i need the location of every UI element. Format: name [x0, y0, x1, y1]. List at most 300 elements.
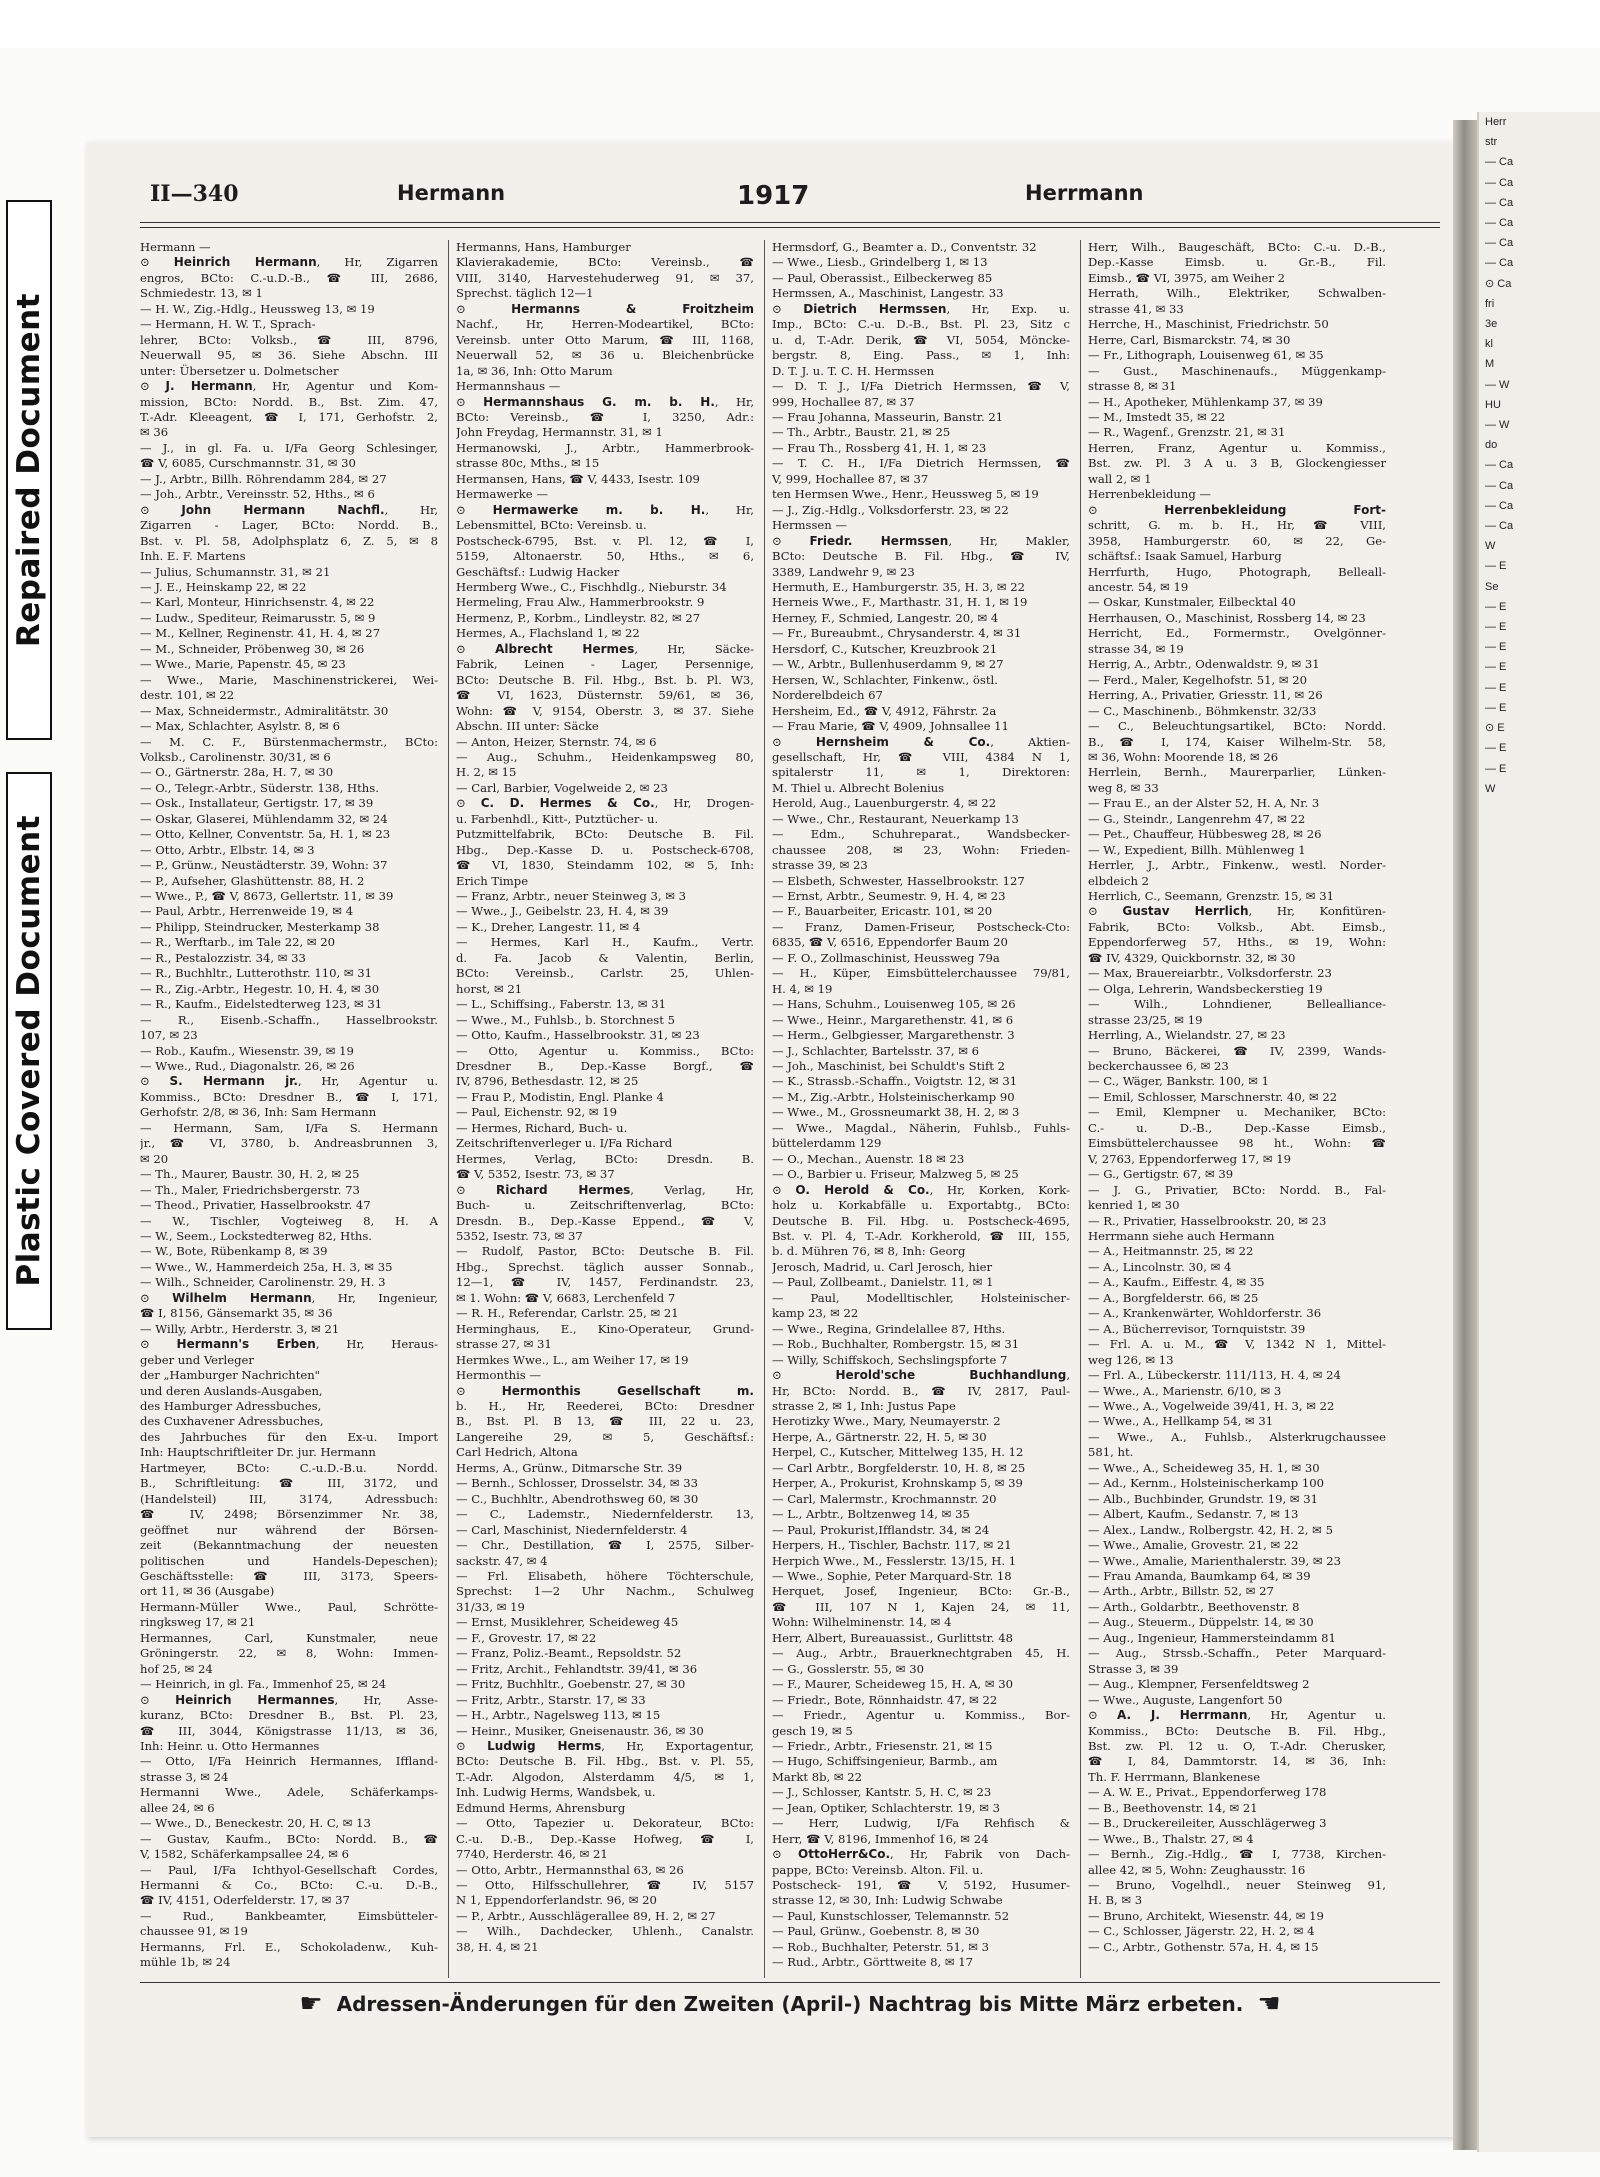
- directory-entry-line: Zeitschriftenverleger u. I/Fa Richard: [456, 1136, 673, 1151]
- directory-entry-line: — Franz, Arbtr., neuer Steinweg 3, ✉ 3: [456, 889, 686, 904]
- directory-entry-line: strasse 12, ✉ 30, Inh: Ludwig Schwabe: [772, 1893, 1003, 1908]
- directory-entry-line: — R. H., Referendar, Carlstr. 25, ✉ 21: [456, 1306, 679, 1321]
- directory-entry-line: — A., Krankenwärter, Wohldorferstr. 36: [1088, 1306, 1322, 1321]
- directory-entry-line: 107, ✉ 23: [140, 1028, 198, 1043]
- directory-entry-line: Hermenz, P., Korbm., Lindleystr. 82, ✉ 27: [456, 610, 701, 625]
- directory-entry-line: V, 999, Hochallee 87, ✉ 37: [772, 471, 929, 486]
- directory-entry-line: — Frl. A., Lübeckerstr. 111/113, H. 4, ✉ 24: [1088, 1368, 1341, 1383]
- directory-entry-line: Eimsb., ☎ VI, 3975, am Weiher 2: [1088, 270, 1285, 285]
- directory-entry-line: b. d. Mühren 76, ✉ 8, Inh: Georg: [772, 1244, 966, 1259]
- directory-entry-line: — Gust., Maschinenaufs., Müggenkamp-: [1088, 363, 1386, 378]
- directory-entry-line: — L., Arbtr., Boltzenweg 14, ✉ 35: [772, 1507, 970, 1522]
- directory-entry-line: Wohn: ☎ V, 9154, Oberstr. 3, ✉ 37. Siehe: [456, 703, 754, 718]
- directory-entry-line: 1a, ✉ 36, Inh: Otto Marum: [456, 363, 613, 378]
- directory-entry-line: — Wwe., Marie, Maschinenstrickerei, Wei-: [140, 672, 438, 687]
- directory-entry-line: Fabrik, BCto: Volksb., Abt. Eimsb.,: [1088, 919, 1386, 934]
- directory-entry-line: — Carl, Malermstr., Krochmannstr. 20: [772, 1491, 997, 1506]
- directory-entry-line: — C., Maschinenb., Böhmkenstr. 32/33: [1088, 703, 1317, 718]
- directory-entry-line: — Max, Schneidermstr., Admiralitätstr. 30: [140, 703, 389, 718]
- directory-entry-line: — Friedr., Bote, Rönnhaidstr. 47, ✉ 22: [772, 1692, 998, 1707]
- directory-entry-line: Abschn. III unter: Säcke: [456, 719, 599, 734]
- directory-entry-line: 31/33, ✉ 19: [456, 1599, 525, 1614]
- directory-entry-line: — Alb., Buchbinder, Grundstr. 19, ✉ 31: [1088, 1491, 1318, 1506]
- directory-entry-line: — C., Arbtr., Gothenstr. 57a, H. 4, ✉ 15: [1088, 1939, 1319, 1954]
- directory-entry-line: Herring, A., Privatier, Griesstr. 11, ✉ 26: [1088, 688, 1323, 703]
- directory-entry-line: — Rob., Buchhalter, Peterstr. 51, ✉ 3: [772, 1939, 990, 1954]
- directory-entry-line: — J., Schlachter, Bartelsstr. 37, ✉ 6: [772, 1043, 980, 1058]
- facing-page-line: — Ca: [1485, 459, 1514, 472]
- directory-entry-line: — R., Buchhltr., Lutterothstr. 110, ✉ 31: [140, 966, 373, 981]
- directory-entry-line: Hermawerke —: [456, 487, 548, 502]
- directory-entry-line: — Wwe., A., Scheideweg 35, H. 1, ✉ 30: [1088, 1460, 1320, 1475]
- facing-page-line: Se: [1485, 580, 1499, 593]
- directory-entry-line: ✉ 1. Wohn: ☎ V, 6683, Lerchenfeld 7: [456, 1290, 676, 1305]
- header-right-keyword: Herrmann: [1025, 181, 1144, 205]
- directory-entry-line: — Chr., Destillation, ☎ I, 2575, Silber-: [456, 1538, 754, 1553]
- directory-entry-line: Hermann —: [140, 240, 211, 254]
- directory-entry-line: — Ferd., Maler, Kegelhofstr. 51, ✉ 20: [1088, 672, 1308, 687]
- directory-entry-line: ancestr. 54, ✉ 19: [1088, 579, 1189, 594]
- directory-entry-line: ⊙ Dietrich Hermssen, Hr, Exp. u.: [772, 301, 1070, 316]
- directory-entry-line: Lebensmittel, BCto: Vereinsb. u.: [456, 518, 647, 533]
- directory-entry-line: — Wwe., Sophie, Peter Marquard-Str. 18: [772, 1568, 1012, 1583]
- directory-entry-line: — Max, Schlachter, Asylstr. 8, ✉ 6: [140, 719, 340, 734]
- directory-entry-line: Buch- u. Zeitschriftenverlag, BCto:: [456, 1198, 754, 1213]
- directory-entry-line: Strasse 3, ✉ 39: [1088, 1661, 1179, 1676]
- pointing-hand-right-icon: ☚: [1257, 1989, 1281, 2019]
- directory-entry-line: — R., Eisenb.-Schaffn., Hasselbrookstr.: [140, 1012, 438, 1027]
- directory-entry-line: ⊙ Heinrich Hermann, Hr, Zigarren: [140, 255, 438, 270]
- pointing-hand-left-icon: ☛: [299, 1989, 323, 2019]
- directory-column-1: [140, 240, 438, 1978]
- directory-entry-line: — D. T. J., I/Fa Dietrich Hermssen, ☎ V,: [772, 379, 1070, 394]
- directory-entry-line: — Ernst, Arbtr., Seumestr. 9, H. 4, ✉ 23: [772, 889, 1006, 904]
- directory-entry-line: — Wwe., M., Grossneumarkt 38, H. 2, ✉ 3: [772, 1105, 1020, 1120]
- directory-entry-line: — A., Bücherrevisor, Tornquiststr. 39: [1088, 1321, 1306, 1336]
- directory-entry-line: Inh: Hauptschriftleiter Dr. jur. Hermann: [140, 1445, 376, 1460]
- directory-entry-line: — M., Zig.-Arbtr., Holsteinischerkamp 90: [772, 1089, 1015, 1104]
- directory-entry-line: — Osk., Installateur, Gertigstr. 17, ✉ 39: [140, 796, 374, 811]
- directory-entry-line: Neuerwall 95, ✉ 36. Siehe Abschn. III: [140, 348, 438, 363]
- directory-entry-line: ⊙ Albrecht Hermes, Hr, Säcke-: [456, 641, 754, 656]
- directory-entry-line: — Rob., Buchhalter, Rombergstr. 15, ✉ 31: [772, 1337, 1020, 1352]
- directory-entry-line: Hermonthis —: [456, 1368, 542, 1383]
- directory-entry-line: 5159, Altonaerstr. 50, Hths., ✉ 6,: [456, 549, 754, 564]
- directory-entry-line: Inh. Ludwig Herms, Wandsbek, u.: [456, 1785, 656, 1800]
- directory-entry-line: gesellschaft, Hr, ☎ VIII, 4384 N 1,: [772, 749, 1070, 764]
- directory-entry-line: Postscheck-6795, Bst. v. Pl. 12, ☎ I,: [456, 533, 754, 548]
- directory-entry-line: weg 126, ✉ 13: [1088, 1352, 1174, 1367]
- page-number: II—340: [150, 181, 239, 207]
- directory-entry-line: lehrer, BCto: Volksb., ☎ III, 8796,: [140, 332, 438, 347]
- directory-entry-line: — P., Grünw., Neustädterstr. 39, Wohn: 37: [140, 858, 388, 873]
- directory-entry-line: — Th., Maurer, Baustr. 30, H. 2, ✉ 25: [140, 1167, 360, 1182]
- directory-entry-line: 6835, ☎ V, 6516, Eppendorfer Baum 20: [772, 935, 1008, 950]
- directory-entry-line: Herpich Wwe., M., Fesslerstr. 13/15, H. 1: [772, 1553, 1017, 1568]
- directory-entry-line: Hr, BCto: Nordd. B., ☎ IV, 2817, Paul-: [772, 1383, 1070, 1398]
- directory-entry-line: Dresdner B., Dep.-Kasse Borgf., ☎: [456, 1059, 754, 1074]
- directory-entry-line: horst, ✉ 21: [456, 981, 523, 996]
- directory-entry-line: ☎ III, 107 N 1, Kajen 24, ✉ 11,: [772, 1599, 1070, 1614]
- directory-entry-line: Gerhofstr. 2/8, ✉ 36, Inh: Sam Hermann: [140, 1105, 377, 1120]
- directory-entry-line: — Hermann, Sam, I/Fa S. Hermann: [140, 1120, 438, 1135]
- directory-entry-line: — Paul, Prokurist,Ifflandstr. 34, ✉ 24: [772, 1522, 990, 1537]
- facing-page-line: HU: [1485, 398, 1501, 411]
- directory-column-2: [456, 240, 754, 1978]
- directory-entry-line: — Friedr., Arbtr., Friesenstr. 21, ✉ 15: [772, 1738, 993, 1753]
- directory-entry-line: — Rud., Arbtr., Görttweite 8, ✉ 17: [772, 1955, 973, 1970]
- directory-entry-line: — Frl. Elisabeth, höhere Töchterschule,: [456, 1568, 754, 1583]
- directory-entry-line: Herr, Albert, Bureauassist., Gurlittstr. 48: [772, 1630, 1014, 1645]
- directory-entry-line: — Paul, Eichenstr. 92, ✉ 19: [456, 1105, 617, 1120]
- directory-entry-line: — Bruno, Bäckerei, ☎ IV, 2399, Wands-: [1088, 1043, 1386, 1058]
- directory-entry-line: strasse 2, ✉ 1, Inh: Justus Pape: [772, 1398, 956, 1413]
- directory-entry-line: Hermsdorf, G., Beamter a. D., Conventstr. 32: [772, 240, 1037, 254]
- directory-entry-line: — Wwe., B., Thalstr. 27, ✉ 4: [1088, 1831, 1254, 1846]
- directory-entry-line: chaussee 91, ✉ 19: [140, 1924, 248, 1939]
- directory-entry-line: des Jahrbuches für den Ex-u. Import: [140, 1429, 438, 1444]
- facing-page-line: str: [1485, 136, 1498, 149]
- facing-page-line: — E: [1485, 641, 1507, 654]
- directory-entry-line: Hersheim, Ed., ☎ V, 4912, Fährstr. 2a: [772, 703, 997, 718]
- directory-entry-line: T.-Adr. Algodon, Alsterdamm 4/5, ✉ 1,: [456, 1769, 754, 1784]
- directory-entry-line: ⊙ Hermanns & Froitzheim: [456, 301, 754, 316]
- directory-entry-line: — M., Kellner, Reginenstr. 41, H. 4, ✉ 27: [140, 626, 381, 641]
- directory-entry-line: allee 24, ✉ 6: [140, 1800, 215, 1815]
- directory-entry-line: — Olga, Lehrerin, Wandsbeckerstieg 19: [1088, 981, 1323, 996]
- directory-entry-line: ⊙ Hermonthis Gesellschaft m.: [456, 1383, 754, 1398]
- footer-rule: [140, 1982, 1440, 1983]
- directory-entry-line: — Hermes, Karl H., Kaufm., Vertr.: [456, 935, 754, 950]
- directory-entry-line: — Aug., Schuhm., Heidenkampsweg 80,: [456, 749, 754, 764]
- facing-page-line: — Ca: [1485, 520, 1514, 533]
- directory-entry-line: ten Hermsen Wwe., Henr., Heussweg 5, ✉ 19: [772, 487, 1039, 502]
- directory-entry-line: — B., Druckereileiter, Ausschlägerweg 3: [1088, 1816, 1327, 1831]
- directory-entry-line: Herneis Wwe., F., Marthastr. 31, H. 1, ✉ 19: [772, 595, 1028, 610]
- directory-entry-line: Hermansen, Hans, ☎ V, 4433, Isestr. 109: [456, 471, 700, 486]
- directory-entry-line: ⊙ Richard Hermes, Verlag, Hr,: [456, 1182, 754, 1197]
- directory-entry-line: IV, 8796, Bethesdastr. 12, ✉ 25: [456, 1074, 639, 1089]
- directory-entry-line: — Elsbeth, Schwester, Hasselbrookstr. 127: [772, 873, 1025, 888]
- directory-entry-line: ☎ VI, 1830, Steindamm 102, ✉ 5, Inh:: [456, 858, 754, 873]
- directory-entry-line: — Hans, Schuhm., Louisenweg 105, ✉ 26: [772, 997, 1016, 1012]
- directory-entry-line: — Wwe., Amalie, Marienthalerstr. 39, ✉ 23: [1088, 1553, 1341, 1568]
- directory-entry-line: — Wwe., D., Beneckestr. 20, H. C, ✉ 13: [140, 1816, 371, 1831]
- directory-entry-line: strasse 27, ✉ 31: [456, 1337, 552, 1352]
- directory-entry-line: BCto: Vereinsb., ☎ I, 3250, Adr.:: [456, 409, 754, 424]
- directory-entry-line: ☎ I, 84, Dammtorstr. 14, ✉ 36, Inh:: [1088, 1754, 1386, 1769]
- directory-entry-line: — R., Pestalozzistr. 34, ✉ 33: [140, 950, 306, 965]
- directory-entry-line: B., Bst. Pl. B 13, ☎ III, 22 u. 23,: [456, 1414, 754, 1429]
- directory-entry-line: — Frau Amanda, Baumkamp 64, ✉ 39: [1088, 1568, 1311, 1583]
- facing-page-fragment: [1477, 112, 1600, 2152]
- directory-entry-line: 3958, Hamburgerstr. 60, ✉ 22, Ge-: [1088, 533, 1386, 548]
- directory-entry-line: Jerosch, Madrid, u. Carl Jerosch, hier: [772, 1259, 993, 1274]
- directory-entry-line: — Otto, I/Fa Heinrich Hermannes, Iffland-: [140, 1754, 438, 1769]
- directory-entry-line: Hermes, A., Flachsland 1, ✉ 22: [456, 626, 640, 641]
- directory-entry-line: mühle 1b, ✉ 24: [140, 1955, 231, 1970]
- directory-entry-line: — Wwe., Regina, Grindelallee 87, Hths.: [772, 1321, 1006, 1336]
- directory-entry-line: T.-Adr. Kleeagent, ☎ I, 171, Gerhofstr. 2,: [140, 409, 438, 424]
- repaired-document-label: [6, 200, 52, 740]
- directory-entry-line: — R., Zig.-Arbtr., Hegestr. 10, H. 4, ✉ 30: [140, 981, 380, 996]
- directory-entry-line: — Rob., Kaufm., Wiesenstr. 39, ✉ 19: [140, 1043, 354, 1058]
- directory-entry-line: 38, H. 4, ✉ 21: [456, 1939, 539, 1954]
- directory-entry-line: wall 2, ✉ 1: [1088, 471, 1152, 486]
- directory-entry-line: BCto: Deutsche B. Fil. Hbg., Bst. b. Pl. W3,: [456, 672, 754, 687]
- directory-entry-line: Hermssen, A., Maschinist, Langestr. 33: [772, 286, 1004, 301]
- facing-page-line: M: [1485, 358, 1495, 371]
- directory-entry-line: d. Fa. Jacob & Valentin, Berlin,: [456, 950, 754, 965]
- directory-entry-line: — G., Gertigstr. 67, ✉ 39: [1088, 1167, 1234, 1182]
- directory-entry-line: — J. G., Privatier, BCto: Nordd. B., Fal-: [1088, 1182, 1386, 1197]
- directory-entry-line: Kommiss., BCto: Deutsche B. Fil. Hbg.,: [1088, 1723, 1386, 1738]
- scan-background-top: [0, 0, 1600, 48]
- directory-entry-line: ⊙ A. J. Herrmann, Hr, Agentur u.: [1088, 1708, 1386, 1723]
- directory-entry-line: chaussee 208, ✉ 23, Wohn: Frieden-: [772, 842, 1070, 857]
- directory-entry-line: — Emil, Klempner u. Mechaniker, BCto:: [1088, 1105, 1386, 1120]
- directory-entry-line: BCto: Deutsche B. Fil. Hbg., ☎ IV,: [772, 549, 1070, 564]
- directory-entry-line: ☎ V, 6085, Curschmannstr. 31, ✉ 30: [140, 456, 356, 471]
- directory-entry-line: H. 2, ✉ 15: [456, 765, 517, 780]
- directory-entry-line: ☎ VI, 1623, Düsternstr. 59/61, ✉ 36,: [456, 688, 754, 703]
- directory-entry-line: — Wwe., Marie, Papenstr. 45, ✉ 23: [140, 657, 346, 672]
- directory-entry-line: — Willy, Arbtr., Herderstr. 3, ✉ 21: [140, 1321, 340, 1336]
- directory-entry-line: strasse 39, ✉ 23: [772, 858, 868, 873]
- directory-entry-line: — K., Strassb.-Schaffn., Voigtstr. 12, ✉ 31: [772, 1074, 1018, 1089]
- directory-entry-line: Herrhausen, O., Maschinist, Rossberg 14, ✉ 23: [1088, 610, 1366, 625]
- directory-entry-line: strasse 34, ✉ 19: [1088, 641, 1184, 656]
- directory-entry-line: ⊙ Herrenbekleidung Fort-: [1088, 502, 1386, 517]
- directory-entry-line: — Frau Marie, ☎ V, 4909, Johnsallee 11: [772, 719, 1009, 734]
- directory-entry-line: — Wwe., W., Hammerdeich 25a, H. 3, ✉ 35: [140, 1259, 393, 1274]
- directory-entry-line: — Bruno, Architekt, Wiesenstr. 44, ✉ 19: [1088, 1908, 1324, 1923]
- directory-entry-line: Norderelbdeich 67: [772, 688, 883, 703]
- directory-entry-line: — Paul, Modelltischler, Holsteinischer-: [772, 1290, 1070, 1305]
- directory-entry-line: — Wwe., A., Vogelweide 39/41, H. 3, ✉ 22: [1088, 1398, 1335, 1413]
- directory-entry-line: — Friedr., Agentur u. Kommiss., Bor-: [772, 1708, 1070, 1723]
- directory-entry-line: Eimsbüttelerchaussee 98 ht., Wohn: ☎: [1088, 1136, 1386, 1151]
- directory-entry-line: geber und Verleger: [140, 1352, 254, 1367]
- directory-entry-line: — Arth., Arbtr., Billstr. 52, ✉ 27: [1088, 1584, 1274, 1599]
- directory-entry-line: pappe, BCto: Vereinsb. Alton. Fil. u.: [772, 1862, 984, 1877]
- directory-entry-line: ⊙ Gustav Herrlich, Hr, Konfitüren-: [1088, 904, 1386, 919]
- directory-entry-line: — Wwe., Magdal., Näherin, Fuhlsb., Fuhls-: [772, 1120, 1070, 1135]
- directory-entry-line: — P., Aufseher, Glashüttenstr. 88, H. 2: [140, 873, 365, 888]
- directory-entry-line: Vereinsb. unter Otto Marum, ☎ III, 1168,: [456, 332, 754, 347]
- directory-entry-line: Inh. E. F. Martens: [140, 549, 246, 564]
- directory-entry-line: — W., Arbtr., Bullenhuserdamm 9, ✉ 27: [772, 657, 1004, 672]
- directory-entry-line: Hermanowski, J., Arbtr., Hammerbrook-: [456, 440, 754, 455]
- directory-entry-line: — Frau P., Modistin, Engl. Planke 4: [456, 1089, 664, 1104]
- directory-entry-line: — Wilh., Schneider, Carolinenstr. 29, H. 3: [140, 1275, 386, 1290]
- directory-entry-line: — O., Mechan., Auenstr. 18 ✉ 23: [772, 1151, 965, 1166]
- directory-entry-line: — A., Kaufm., Eiffestr. 4, ✉ 35: [1088, 1275, 1265, 1290]
- directory-entry-line: — Arth., Goldarbtr., Beethovenstr. 8: [1088, 1599, 1300, 1614]
- directory-entry-line: — Paul, Zollbeamt., Danielstr. 11, ✉ 1: [772, 1275, 994, 1290]
- directory-entry-line: — Frl. A. u. M., ☎ V, 1342 N 1, Mittel-: [1088, 1337, 1386, 1352]
- directory-entry-line: — J., Zig.-Hdlg., Volksdorferstr. 23, ✉ 22: [772, 502, 1009, 517]
- facing-page-line: — E: [1485, 701, 1507, 714]
- directory-entry-line: Edmund Herms, Ahrensburg: [456, 1800, 626, 1815]
- directory-entry-line: Hersen, W., Schlachter, Finkenw., östl.: [772, 672, 998, 687]
- directory-entry-line: — B., Beethovenstr. 14, ✉ 21: [1088, 1800, 1258, 1815]
- facing-page-line: fri: [1485, 297, 1495, 310]
- directory-entry-line: H. B, ✉ 3: [1088, 1893, 1143, 1908]
- directory-entry-line: ⊙ J. Hermann, Hr, Agentur und Kom-: [140, 379, 438, 394]
- directory-entry-line: — Otto, Hilfsschullehrer, ☎ IV, 5157: [456, 1878, 754, 1893]
- page-header: [150, 181, 1430, 215]
- directory-entry-line: ☎ V, 5352, Isestr. 73, ✉ 37: [456, 1167, 615, 1182]
- directory-entry-line: jr., ☎ VI, 3780, b. Andreasbrunnen 3,: [140, 1136, 438, 1151]
- directory-entry-line: — Wwe., Auguste, Langenfort 50: [1088, 1692, 1283, 1707]
- directory-entry-line: — H. W., Zig.-Hdlg., Heussweg 13, ✉ 19: [140, 301, 375, 316]
- directory-entry-line: Geschäftsstelle: ☎ III, 3173, Speers-: [140, 1568, 438, 1583]
- directory-entry-line: ⊙ Herold'sche Buchhandlung,: [772, 1368, 1070, 1383]
- directory-entry-line: — Joh., Maschinist, bei Schuldt's Stift 2: [772, 1059, 1005, 1074]
- directory-entry-line: b. H., Hr, Reederei, BCto: Dresdner: [456, 1398, 754, 1413]
- directory-entry-line: — J., Schlosser, Kantstr. 5, H. C, ✉ 23: [772, 1785, 992, 1800]
- directory-entry-line: ⊙ Friedr. Hermssen, Hr, Makler,: [772, 533, 1070, 548]
- directory-entry-line: — C., Wäger, Bankstr. 100, ✉ 1: [1088, 1074, 1269, 1089]
- directory-entry-line: Herre, Carl, Bismarckstr. 74, ✉ 30: [1088, 332, 1291, 347]
- directory-entry-line: — Frau E., an der Alster 52, H. A, Nr. 3: [1088, 796, 1320, 811]
- directory-entry-line: — M., Imstedt 35, ✉ 22: [1088, 409, 1226, 424]
- directory-entry-line: H. 4, ✉ 19: [772, 981, 833, 996]
- directory-entry-line: — Aug., Klempner, Fersenfeldtsweg 2: [1088, 1677, 1310, 1692]
- directory-entry-line: ⊙ S. Hermann jr., Hr, Agentur u.: [140, 1074, 438, 1089]
- facing-page-line: ⊙ E: [1485, 722, 1505, 735]
- facing-page-line: — E: [1485, 762, 1507, 775]
- directory-entry-line: — Heinr., Musiker, Gneisenaustr. 36, ✉ 30: [456, 1723, 704, 1738]
- facing-page-line: Herr: [1485, 116, 1507, 128]
- directory-entry-line: strasse 80c, Mths., ✉ 15: [456, 456, 600, 471]
- directory-entry-line: — Wwe., M., Fuhlsb., b. Storchnest 5: [456, 1012, 675, 1027]
- facing-page-line: — E: [1485, 742, 1507, 755]
- directory-entry-line: — Albert, Kaufm., Sedanstr. 7, ✉ 13: [1088, 1507, 1299, 1522]
- directory-entry-line: Hermssen —: [772, 518, 848, 533]
- directory-entry-line: — Bruno, Vogelhdl., neuer Steinweg 91,: [1088, 1878, 1386, 1893]
- directory-entry-line: Erich Timpe: [456, 873, 529, 888]
- facing-page-line: — Ca: [1485, 499, 1514, 512]
- directory-entry-line: — Bernh., Schlosser, Drosselstr. 34, ✉ 33: [456, 1476, 698, 1491]
- directory-entry-line: — J., Arbtr., Billh. Röhrendamm 284, ✉ 27: [140, 471, 387, 486]
- directory-entry-line: — Fritz, Buchhltr., Goebenstr. 27, ✉ 30: [456, 1677, 686, 1692]
- directory-entry-line: — C., Schlosser, Jägerstr. 22, H. 2, ✉ 4: [1088, 1924, 1315, 1939]
- directory-entry-line: — Wwe., J., Geibelstr. 23, H. 4, ✉ 39: [456, 904, 669, 919]
- directory-entry-line: — M. C. F., Bürstenmachermstr., BCto:: [140, 734, 438, 749]
- directory-entry-line: — Karl, Monteur, Hinrichsenstr. 4, ✉ 22: [140, 595, 375, 610]
- directory-entry-line: ringksweg 17, ✉ 21: [140, 1615, 256, 1630]
- directory-entry-line: — Philipp, Steindrucker, Mesterkamp 38: [140, 919, 380, 934]
- directory-entry-line: — Rud., Bankbeamter, Eimsbütteler-: [140, 1908, 438, 1923]
- facing-page-line: — E: [1485, 621, 1507, 634]
- directory-entry-line: — Carl, Maschinist, Niedernfelderstr. 4: [456, 1522, 688, 1537]
- directory-entry-line: strasse 23/25, ✉ 19: [1088, 1012, 1203, 1027]
- book-gutter: [1453, 120, 1477, 2150]
- column-divider-2: [764, 240, 765, 1978]
- directory-entry-line: M. Thiel u. Albrecht Bolenius: [772, 780, 945, 795]
- directory-entry-line: Eppendorferweg 57, Hths., ✉ 19, Wohn:: [1088, 935, 1386, 950]
- directory-entry-line: — A., Lincolnstr. 30, ✉ 4: [1088, 1259, 1232, 1274]
- facing-page-line: — Ca: [1485, 257, 1514, 270]
- facing-page-line: — Ca: [1485, 479, 1514, 492]
- directory-entry-line: engros, BCto: C.-u.D.-B., ☎ III, 2686,: [140, 270, 438, 285]
- facing-page-line: kl: [1485, 338, 1493, 351]
- directory-entry-line: Herrlich, C., Seemann, Grenzstr. 15, ✉ 31: [1088, 889, 1334, 904]
- column-divider-1: [448, 240, 449, 1978]
- directory-entry-line: holz u. Korkabfälle u. Exportabtg., BCto:: [772, 1198, 1070, 1213]
- directory-entry-line: Herr, Wilh., Baugeschäft, BCto: C.-u. D.-B.,: [1088, 240, 1386, 254]
- directory-entry-line: BCto: Deutsche B. Fil. Hbg., Bst. v. Pl. 55,: [456, 1754, 754, 1769]
- directory-entry-line: Zigarren - Lager, BCto: Nordd. B.,: [140, 518, 438, 533]
- directory-entry-line: Postscheck- 191, ☎ V, 5192, Husumer-: [772, 1878, 1070, 1893]
- directory-entry-line: John Freydag, Hermannstr. 31, ✉ 1: [456, 425, 663, 440]
- directory-entry-line: — Frau Johanna, Masseurin, Banstr. 21: [772, 409, 1004, 424]
- directory-entry-line: Herrling, A., Wielandstr. 27, ✉ 23: [1088, 1028, 1286, 1043]
- directory-entry-line: Hartmeyer, BCto: C.-u.D.-B.u. Nordd.: [140, 1460, 438, 1475]
- directory-entry-line: — C., Lademstr., Niedernfelderstr. 13,: [456, 1507, 754, 1522]
- directory-entry-line: Hermannes, Carl, Kunstmaler, neue: [140, 1630, 438, 1645]
- directory-entry-line: — J., in gl. Fa. u. I/Fa Georg Schlesinger,: [140, 440, 438, 455]
- directory-entry-line: — Rudolf, Pastor, BCto: Deutsche B. Fil.: [456, 1244, 754, 1259]
- directory-entry-line: — H., Küper, Eimsbüttelerchaussee 79/81,: [772, 966, 1070, 981]
- directory-entry-line: — Heinrich, in gl. Fa., Immenhof 25, ✉ 24: [140, 1677, 387, 1692]
- directory-entry-line: Imp., BCto: C.-u. D.-B., Bst. Pl. 23, Sitz c: [772, 317, 1070, 332]
- directory-entry-line: Deutsche B. Fil. Hbg. u. Postscheck-4695,: [772, 1213, 1070, 1228]
- directory-entry-line: kamp 23, ✉ 22: [772, 1306, 859, 1321]
- directory-entry-line: Kommiss., BCto: Dresdner B., ☎ I, 171,: [140, 1089, 438, 1104]
- directory-entry-line: Herrath, Wilh., Elektriker, Schwalben-: [1088, 286, 1386, 301]
- directory-entry-line: büttelerdamm 129: [772, 1136, 882, 1151]
- header-rule-thin: [140, 227, 1440, 228]
- directory-entry-line: mission, BCto: Nordd. B., Bst. Zim. 47,: [140, 394, 438, 409]
- directory-entry-line: Fabrik, Leinen - Lager, Persennige,: [456, 657, 754, 672]
- directory-entry-line: 5352, Isestr. 73, ✉ 37: [456, 1229, 583, 1243]
- directory-entry-line: — Aug., Steuerm., Düppelstr. 14, ✉ 30: [1088, 1615, 1314, 1630]
- directory-entry-line: Herrlein, Bernh., Maurerparlier, Lünken-: [1088, 765, 1386, 780]
- directory-entry-line: sackstr. 47, ✉ 4: [456, 1553, 548, 1568]
- directory-entry-line: ⊙ C. D. Hermes & Co., Hr, Drogen-: [456, 796, 754, 811]
- directory-entry-line: Sprechst. täglich 12—1: [456, 286, 594, 301]
- directory-entry-line: Hermeling, Frau Alw., Hammerbrookstr. 9: [456, 595, 705, 610]
- directory-entry-line: — G., Gosslerstr. 55, ✉ 30: [772, 1661, 924, 1676]
- footer-notice: Adressen-Änderungen für den Zweiten (April-) Nachtrag bis Mitte März erbeten.: [336, 1992, 1244, 2016]
- directory-entry-line: — C., Beleuchtungsartikel, BCto: Nordd.: [1088, 719, 1386, 734]
- directory-entry-line: — Fr., Lithograph, Louisenweg 61, ✉ 35: [1088, 348, 1324, 363]
- directory-entry-line: — Bernh., Zig.-Hdlg., ☎ I, 7738, Kirchen-: [1088, 1847, 1386, 1862]
- directory-entry-line: — Wwe., P., ☎ V, 8673, Gellertstr. 11, ✉ 39: [140, 889, 394, 904]
- directory-entry-line: — Franz, Poliz.-Beamt., Repsoldstr. 52: [456, 1646, 682, 1661]
- directory-entry-line: — A. W. E., Privat., Eppendorferweg 178: [1088, 1785, 1327, 1800]
- facing-page-line: — W: [1485, 378, 1510, 391]
- directory-entry-line: — W., Tischler, Vogteiweg 8, H. A: [140, 1213, 438, 1228]
- directory-entry-line: — Otto, Tapezier u. Dekorateur, BCto:: [456, 1816, 754, 1831]
- directory-entry-line: — Edm., Schuhreparat., Wandsbecker-: [772, 827, 1070, 842]
- directory-entry-line: — W., Expedient, Billh. Mühlenweg 1: [1088, 842, 1306, 857]
- facing-page-line: W: [1485, 782, 1496, 795]
- directory-entry-line: bergstr. 8, Eing. Pass., ✉ 1, Inh:: [772, 348, 1070, 363]
- directory-entry-line: Herrmann siehe auch Hermann: [1088, 1229, 1275, 1243]
- directory-entry-line: Herpers, H., Tischler, Bachstr. 117, ✉ 21: [772, 1538, 1012, 1553]
- directory-entry-line: — Otto, Arbtr., Elbstr. 14, ✉ 3: [140, 842, 315, 857]
- directory-entry-line: Hersdorf, C., Kutscher, Kreuzbrook 21: [772, 641, 998, 656]
- directory-entry-line: Hermes, Verlag, BCto: Dresdn. B.: [456, 1151, 754, 1166]
- directory-entry-line: ✉ 36, Wohn: Moorende 18, ✉ 26: [1088, 749, 1279, 764]
- directory-entry-line: ⊙ Hermann's Erben, Hr, Heraus-: [140, 1337, 438, 1352]
- directory-entry-line: des Hamburger Adressbuches,: [140, 1398, 322, 1413]
- directory-entry-line: — W., Seem., Lockstedterweg 82, Hths.: [140, 1229, 372, 1243]
